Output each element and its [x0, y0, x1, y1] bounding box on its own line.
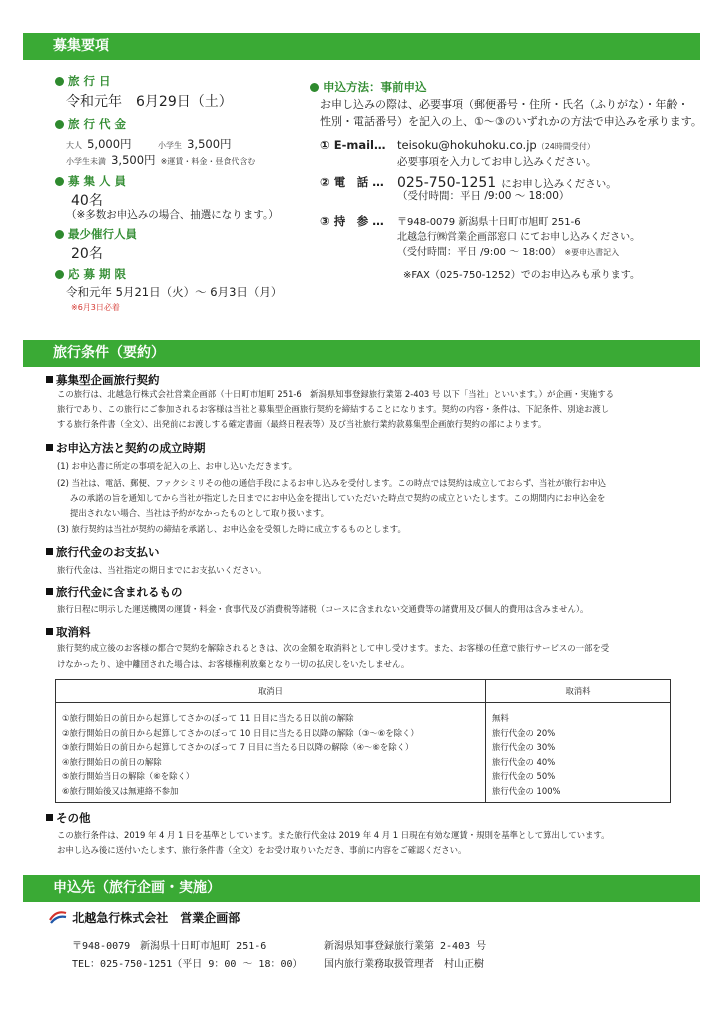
- fax-note: ※FAX（025-750-1252）でのお申込みも承ります。: [403, 270, 640, 281]
- bullet-icon: [310, 83, 319, 92]
- cancel-line1: 旅行契約成立後のお客様の都合で契約を解除されるときは、次の金額を取消料として申し受けます。また、お客様の任意で旅行サービスの一部を受: [57, 643, 610, 653]
- other-line2: お申し込み後に送付いたします、旅行条件書（全文）をお受け取りいただき、事前に内容をご確認ください。: [57, 845, 467, 855]
- period-value: 令和元年 5月21日（火）〜 6月3日（月）: [66, 285, 283, 299]
- square-bullet-icon: [46, 376, 53, 383]
- cancel-fee-5: 旅行代金の 50%: [492, 771, 556, 782]
- procedure-item2b: みの承諾の旨を通知してから当社が指定した日までにお申込金を提出していただいた時点で契約の成立といたします。この期間内にお申込金を: [70, 493, 606, 503]
- bullet-icon: [55, 230, 64, 239]
- contract-line3: する旅行条件書（全文）、出発前にお渡しする確定書面（最終日程表等）及び当社旅行業約款募集型企画旅行契約の部によります。: [57, 419, 547, 429]
- apply-label: 申込方法：事前申込: [310, 79, 427, 95]
- apply-line2: 性別・電話番号）を記入の上、①〜③のいずれかの方法で申込みを承ります。: [320, 115, 702, 128]
- price-adult: 大人 5,000円: [66, 137, 132, 151]
- bullet-icon: [55, 177, 64, 186]
- bullet-icon: [55, 120, 64, 129]
- contract-line2: 旅行であり、この旅行にご参加されるお客様は当社と募集型企画旅行契約を締結することになります。契約の内容・条件は、下記条件、別途お渡し: [57, 404, 610, 414]
- cancel-day-5: ⑤旅行開始当日の解除（⑥を除く）: [62, 771, 195, 782]
- cancel-day-1: ①旅行開始日の前日から起算してさかのぼって 11 日目に当たる日以前の解除: [62, 713, 354, 723]
- period-note: ※6月3日必着: [71, 303, 120, 312]
- included-heading: 旅行代金に含まれるもの: [46, 584, 183, 600]
- section-header-conditions: 旅行条件（要約）: [23, 340, 700, 367]
- cancel-fee-1: 無料: [492, 713, 509, 723]
- contact-tel[interactable]: TEL：025-750-1251（平日 9：00 〜 18：00）: [72, 959, 303, 970]
- bullet-icon: [55, 77, 64, 86]
- bring-address: 〒948-0079 新潟県十日町市旭町 251-6: [397, 217, 581, 228]
- cancel-heading: 取消料: [46, 624, 91, 640]
- tel-value[interactable]: 025-750-1251 にお申し込みください。: [397, 175, 617, 191]
- column-header-fee: 取消料: [486, 680, 671, 703]
- square-bullet-icon: [46, 548, 53, 555]
- price-preschool: 小学生未満 3,500円 ※運賃・料金・昼食代含む: [66, 153, 256, 167]
- minimum-value: 20名: [71, 246, 103, 262]
- cancel-day-2: ②旅行開始日の前日から起算してさかのぼって 10 日目に当たる日以降の解除（③〜⑥を除く）: [62, 727, 419, 738]
- schedule-value: 令和元年 6月29日（土）: [66, 94, 233, 110]
- tel-hours: （受付時間：平日 /9:00 〜 18:00）: [397, 190, 570, 202]
- cancel-day-cell: [56, 703, 486, 803]
- procedure-item3: (3) 旅行契約は当社が契約の締結を承諾し、お申込金を受領した時に成立するものとします。: [57, 524, 406, 534]
- tel-label: ② 電 話 …: [320, 175, 384, 189]
- cancel-fee-3: 旅行代金の 30%: [492, 742, 556, 753]
- email-note: 必要事項を入力してお申し込みください。: [397, 156, 597, 168]
- email-label: ① E-mail…: [320, 138, 386, 152]
- capacity-label: 募 集 人 員: [55, 173, 126, 189]
- price-child: 小学生 3,500円: [158, 137, 232, 151]
- contact-address: 〒948-0079 新潟県十日町市旭町 251-6: [72, 941, 267, 952]
- bullet-icon: [55, 270, 64, 279]
- square-bullet-icon: [46, 444, 53, 451]
- cancel-day-3: ③旅行開始日の前日から起算してさかのぼって 7 日目に当たる日以降の解除（④〜⑥を除く）: [62, 742, 414, 753]
- square-bullet-icon: [46, 588, 53, 595]
- procedure-item2c: 提出されない場合、当社は予約がなかったものとして取り扱います。: [70, 508, 329, 518]
- procedure-item1: (1) お申込書に所定の事項を記入の上、お申し込いただきます。: [57, 461, 297, 471]
- cancel-fee-2: 旅行代金の 20%: [492, 727, 556, 738]
- company-name: 北越急行株式会社 営業企画部: [48, 909, 240, 926]
- included-text: 旅行日程に明示した運送機関の運賃・料金・食事代及び消費税等諸税（コースに含まれない交通費等の諸費用及び個人的費用は含みません）。: [57, 604, 589, 614]
- square-bullet-icon: [46, 814, 53, 821]
- cancel-line2: けなかったり、途中離団された場合は、お客様権利放棄となり一切の払戻しをいたしません。: [57, 659, 410, 669]
- payment-heading: 旅行代金のお支払い: [46, 544, 160, 560]
- capacity-note: （※多数お申込みの場合、抽選になります。）: [66, 209, 279, 221]
- bring-label: ③ 持 参 …: [320, 214, 384, 228]
- cancel-fee-cell: [486, 703, 671, 803]
- minimum-label: 最少催行人員: [55, 226, 137, 242]
- other-line1: この旅行条件は、2019 年 4 月 1 日を基準としています。また旅行代金は 2019 年 4 月 1 日現在有効な運賃・規則を基準として算出しています。: [57, 830, 610, 840]
- table-row: [56, 703, 671, 803]
- table-header-row: [56, 680, 671, 703]
- cancel-day-4: ④旅行開始日の前日の解除: [62, 756, 162, 767]
- travel-manager: 国内旅行業務取扱管理者 村山正樹: [324, 959, 484, 970]
- travel-registration: 新潟県知事登録旅行業第 2-403 号: [324, 941, 487, 952]
- column-header-day: 取消日: [56, 680, 486, 703]
- section-header-contact: 申込先（旅行企画・実施）: [23, 875, 700, 902]
- payment-text: 旅行代金は、当社指定の期日までにお支払いください。: [57, 565, 267, 575]
- procedure-item2a: (2) 当社は、電話、郵便、ファクシミリその他の通信手段によるお申し込みを受付します。この時点では契約は成立しておらず、当社が旅行お申込: [57, 478, 607, 488]
- period-label: 応 募 期 限: [55, 266, 126, 282]
- contract-line1: この旅行は、北越急行株式会社営業企画部（十日町市旭町 251-6 新潟県知事登録旅行業第 2-403 号 以下「当社」といいます。）が企画・実施する: [57, 389, 614, 399]
- company-logo-icon: [48, 910, 68, 924]
- capacity-value: 40名: [71, 193, 103, 209]
- cancel-fee-table: [55, 679, 671, 803]
- procedure-heading: お申込方法と契約の成立時期: [46, 440, 206, 456]
- schedule-label: 旅 行 日: [55, 73, 111, 89]
- cancel-day-6: ⑥旅行開始後又は無連絡不参加: [62, 785, 179, 796]
- square-bullet-icon: [46, 628, 53, 635]
- bring-hours: （受付時間：平日 /9:00 〜 18:00） ※要申込書記入: [397, 247, 620, 258]
- email-value[interactable]: teisoku@hokuhoku.co.jp（24時間受付）: [397, 138, 595, 152]
- other-heading: その他: [46, 810, 91, 826]
- contract-heading: 募集型企画旅行契約: [46, 372, 160, 388]
- section-header-recruitment: 募集要項: [23, 33, 700, 60]
- price-label: 旅 行 代 金: [55, 116, 126, 132]
- cancel-fee-4: 旅行代金の 40%: [492, 756, 556, 767]
- cancel-fee-6: 旅行代金の 100%: [492, 785, 561, 796]
- bring-office: 北越急行㈱営業企画部窓口 にてお申し込みください。: [397, 232, 641, 243]
- apply-line1: お申し込みの際は、必要事項（郵便番号・住所・氏名（ふりがな）・年齢・: [320, 98, 689, 111]
